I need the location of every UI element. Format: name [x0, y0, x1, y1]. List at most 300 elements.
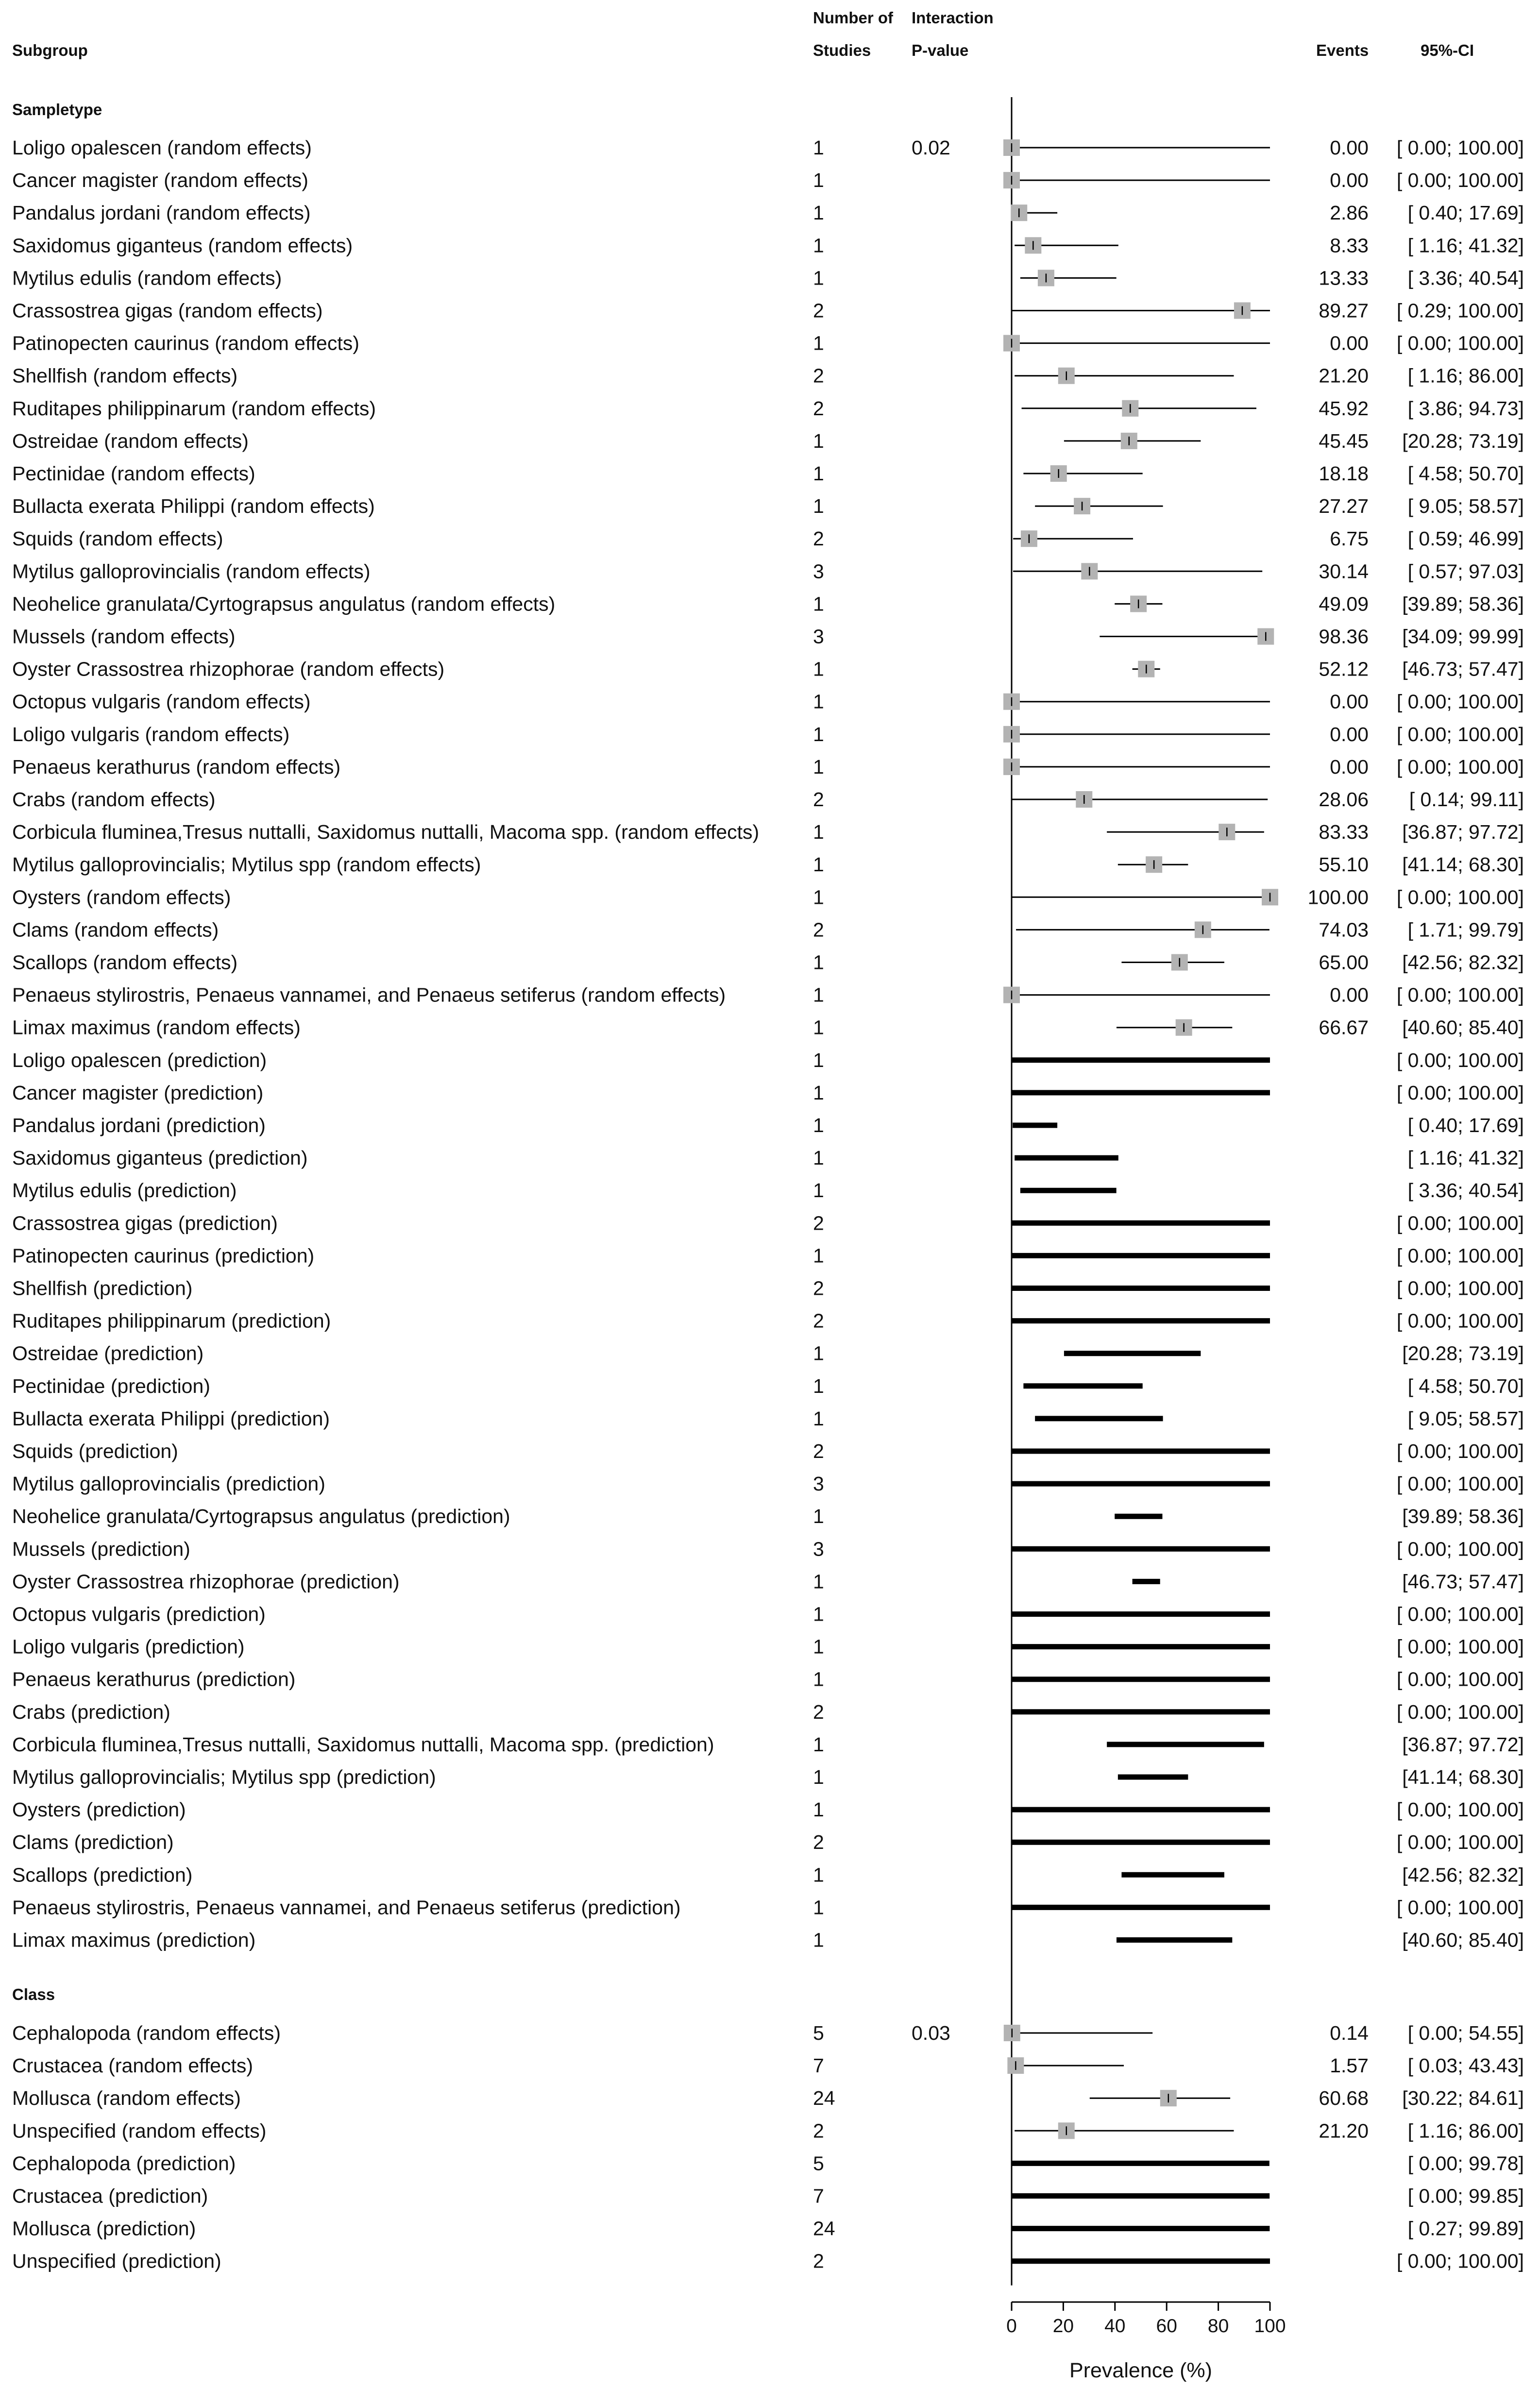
n-studies: 24 [813, 2217, 835, 2240]
n-studies: 1 [813, 202, 824, 224]
ci-text: [ 0.00; 100.00] [1396, 1212, 1524, 1235]
table-row [12, 1082, 1524, 1104]
events-value: 0.00 [1330, 169, 1369, 192]
table-row [12, 658, 1524, 680]
table-row [12, 1863, 1524, 1886]
subgroup-label: Crustacea (random effects) [12, 2054, 254, 2077]
ci-text: [ 0.00; 100.00] [1396, 1603, 1524, 1626]
subgroup-label: Ruditapes philippinarum (prediction) [12, 1309, 331, 1332]
ci-text: [46.73; 57.47] [1402, 1570, 1524, 1593]
n-studies: 2 [813, 1700, 824, 1723]
subgroup-label: Ruditapes philippinarum (random effects) [12, 397, 376, 420]
ci-text: [20.28; 73.19] [1402, 429, 1524, 452]
subgroup-label: Crassostrea gigas (prediction) [12, 1212, 278, 1235]
ci-text: [36.87; 97.72] [1402, 821, 1524, 844]
events-value: 21.20 [1319, 364, 1369, 387]
x-axis [1006, 2302, 1286, 2382]
n-studies: 2 [813, 364, 824, 387]
ci-text: [ 0.00; 100.00] [1396, 169, 1524, 192]
ci-text: [ 0.27; 99.89] [1407, 2217, 1524, 2240]
subgroup-label: Loligo vulgaris (random effects) [12, 723, 290, 745]
subgroup-label: Scallops (prediction) [12, 1863, 193, 1886]
subgroup-label: Unspecified (prediction) [12, 2250, 221, 2272]
n-studies: 2 [813, 1212, 824, 1235]
n-studies: 1 [813, 1570, 824, 1593]
ci-text: [ 3.86; 94.73] [1407, 397, 1524, 420]
n-studies: 1 [813, 951, 824, 974]
subgroup-label: Ostreidae (random effects) [12, 429, 249, 452]
table-row [12, 821, 1524, 843]
table-row [12, 430, 1524, 452]
n-studies: 1 [813, 1342, 824, 1365]
x-tick-label: 100 [1254, 2316, 1286, 2337]
n-studies: 1 [813, 983, 824, 1006]
table-row [12, 136, 1524, 159]
ci-text: [20.28; 73.19] [1402, 1342, 1524, 1365]
plot-body [12, 97, 1524, 2286]
ci-text: [ 0.40; 17.69] [1407, 202, 1524, 224]
n-studies: 1 [813, 136, 824, 159]
table-row [12, 788, 1524, 811]
n-studies: 1 [813, 1147, 824, 1169]
subgroup-label: Oysters (random effects) [12, 886, 231, 909]
table-row [12, 1440, 1524, 1462]
table-row [12, 560, 1524, 582]
table-row [12, 2185, 1524, 2207]
interaction-p-value: 0.03 [912, 2022, 950, 2044]
ci-text: [ 0.00; 100.00] [1396, 1309, 1524, 1332]
table-row [12, 2087, 1524, 2109]
ci-text: [ 0.59; 46.99] [1407, 527, 1524, 550]
x-tick-label: 80 [1207, 2316, 1229, 2337]
n-studies: 1 [813, 1407, 824, 1430]
ci-text: [ 0.00; 100.00] [1396, 136, 1524, 159]
n-studies: 1 [813, 690, 824, 713]
subgroup-label: Patinopecten caurinus (random effects) [12, 332, 359, 355]
table-row [12, 527, 1524, 550]
ci-text: [ 0.57; 97.03] [1407, 560, 1524, 583]
events-value: 6.75 [1330, 527, 1369, 550]
n-studies: 1 [813, 755, 824, 778]
section-class [12, 1985, 1524, 2272]
table-row [12, 1049, 1524, 1071]
events-value: 52.12 [1319, 658, 1369, 680]
events-value: 0.00 [1330, 690, 1369, 713]
subgroup-label: Pectinidae (prediction) [12, 1374, 210, 1397]
subgroup-label: Penaeus stylirostris, Penaeus vannamei, and Penaeus setiferus (random effects) [12, 983, 726, 1006]
ci-text: [ 1.16; 41.32] [1407, 1147, 1524, 1169]
subgroup-label: Mytilus galloprovincialis (random effects) [12, 560, 371, 583]
subgroup-label: Clams (random effects) [12, 918, 219, 941]
subgroup-label: Pandalus jordani (random effects) [12, 202, 311, 224]
n-studies: 7 [813, 2054, 824, 2077]
subgroup-label: Cancer magister (random effects) [12, 169, 308, 192]
table-row [12, 1147, 1524, 1169]
ci-text: [ 0.00; 100.00] [1396, 1244, 1524, 1267]
events-value: 83.33 [1319, 821, 1369, 844]
ci-text: [ 0.00; 100.00] [1396, 1668, 1524, 1691]
table-row [12, 626, 1524, 648]
events-value: 89.27 [1319, 299, 1369, 322]
events-value: 18.18 [1319, 462, 1369, 485]
events-value: 13.33 [1319, 267, 1369, 289]
subgroup-label: Pectinidae (random effects) [12, 462, 255, 485]
events-value: 0.00 [1330, 755, 1369, 778]
subgroup-label: Squids (prediction) [12, 1440, 178, 1462]
ci-text: [ 4.58; 50.70] [1407, 462, 1524, 485]
table-row [12, 2250, 1524, 2272]
n-studies: 1 [813, 1603, 824, 1626]
subgroup-label: Oyster Crassostrea rhizophorae (random effects) [12, 658, 445, 680]
n-studies: 5 [813, 2022, 824, 2044]
n-studies: 1 [813, 495, 824, 518]
events-value: 0.00 [1330, 983, 1369, 1006]
n-studies: 1 [813, 1049, 824, 1071]
subgroup-label: Neohelice granulata/Cyrtograpsus angulatus (prediction) [12, 1505, 510, 1528]
subgroup-label: Shellfish (random effects) [12, 364, 238, 387]
table-row [12, 365, 1524, 387]
table-row [12, 1407, 1524, 1430]
table-row [12, 1896, 1524, 1918]
column-headers [12, 9, 1474, 59]
table-row [12, 2022, 1524, 2044]
table-row [12, 1733, 1524, 1756]
events-value: 100.00 [1307, 886, 1369, 909]
subgroup-label: Shellfish (prediction) [12, 1277, 193, 1300]
subgroup-label: Saxidomus giganteus (prediction) [12, 1147, 308, 1169]
ci-text: [ 0.00; 100.00] [1396, 1440, 1524, 1462]
x-tick-label: 60 [1156, 2316, 1177, 2337]
table-row [12, 2218, 1524, 2240]
header-events: Events [1316, 41, 1369, 59]
subgroup-label: Squids (random effects) [12, 527, 223, 550]
table-row [12, 984, 1524, 1006]
table-row [12, 1603, 1524, 1626]
table-row [12, 2152, 1524, 2174]
subgroup-label: Clams (prediction) [12, 1831, 174, 1854]
table-row [12, 593, 1524, 615]
events-value: 60.68 [1319, 2087, 1369, 2110]
section-title: Sampletype [12, 101, 102, 119]
events-value: 0.14 [1330, 2022, 1369, 2044]
n-studies: 1 [813, 593, 824, 615]
n-studies: 2 [813, 788, 824, 811]
x-tick-label: 20 [1052, 2316, 1074, 2337]
table-row [12, 1570, 1524, 1592]
events-value: 1.57 [1330, 2054, 1369, 2077]
subgroup-label: Saxidomus giganteus (random effects) [12, 234, 353, 257]
subgroup-label: Mytilus galloprovincialis (prediction) [12, 1473, 325, 1495]
n-studies: 2 [813, 918, 824, 941]
n-studies: 1 [813, 821, 824, 844]
ci-text: [40.60; 85.40] [1402, 1929, 1524, 1951]
table-row [12, 1701, 1524, 1723]
n-studies: 1 [813, 1374, 824, 1397]
table-row [12, 1505, 1524, 1527]
events-value: 66.67 [1319, 1016, 1369, 1039]
table-row [12, 1375, 1524, 1397]
table-row [12, 853, 1524, 876]
header-95ci: 95%-CI [1421, 41, 1474, 59]
ci-text: [ 0.00; 100.00] [1396, 1831, 1524, 1854]
table-row [12, 462, 1524, 485]
n-studies: 1 [813, 886, 824, 909]
n-studies: 2 [813, 1831, 824, 1854]
ci-text: [ 0.00; 100.00] [1396, 1473, 1524, 1495]
table-row [12, 1310, 1524, 1332]
subgroup-label: Mollusca (prediction) [12, 2217, 196, 2240]
ci-text: [ 0.00; 100.00] [1396, 886, 1524, 909]
table-row [12, 169, 1524, 191]
ci-text: [ 0.00; 54.55] [1407, 2022, 1524, 2044]
ci-text: [ 4.58; 50.70] [1407, 1374, 1524, 1397]
ci-text: [ 0.00; 100.00] [1396, 1798, 1524, 1821]
n-studies: 1 [813, 723, 824, 745]
table-row [12, 1244, 1524, 1267]
subgroup-label: Limax maximus (prediction) [12, 1929, 256, 1951]
ci-text: [41.14; 68.30] [1402, 1766, 1524, 1788]
table-row [12, 723, 1524, 745]
events-value: 55.10 [1319, 853, 1369, 876]
subgroup-label: Oysters (prediction) [12, 1798, 186, 1821]
subgroup-label: Corbicula fluminea,Tresus nuttalli, Saxidomus nuttalli, Macoma spp. (prediction) [12, 1733, 714, 1756]
x-axis-label: Prevalence (%) [1069, 2359, 1212, 2382]
ci-text: [36.87; 97.72] [1402, 1733, 1524, 1756]
section-title: Class [12, 1985, 55, 2003]
ci-text: [46.73; 57.47] [1402, 658, 1524, 680]
table-row [12, 1668, 1524, 1691]
table-row [12, 1277, 1524, 1300]
events-value: 65.00 [1319, 951, 1369, 974]
subgroup-label: Mytilus edulis (prediction) [12, 1179, 237, 1202]
table-row [12, 332, 1524, 355]
subgroup-label: Patinopecten caurinus (prediction) [12, 1244, 315, 1267]
n-studies: 1 [813, 169, 824, 192]
subgroup-label: Mytilus galloprovincialis; Mytilus spp (prediction) [12, 1766, 436, 1788]
table-row [12, 1538, 1524, 1560]
subgroup-label: Octopus vulgaris (prediction) [12, 1603, 266, 1626]
table-row [12, 918, 1524, 941]
ci-text: [ 0.00; 100.00] [1396, 755, 1524, 778]
n-studies: 2 [813, 2119, 824, 2142]
n-studies: 1 [813, 234, 824, 257]
subgroup-label: Mussels (prediction) [12, 1538, 190, 1560]
subgroup-label: Corbicula fluminea,Tresus nuttalli, Saxidomus nuttalli, Macoma spp. (random effects) [12, 821, 760, 844]
events-value: 28.06 [1319, 788, 1369, 811]
table-row [12, 1636, 1524, 1658]
interaction-p-value: 0.02 [912, 136, 950, 159]
ci-text: [39.89; 58.36] [1402, 593, 1524, 615]
ci-text: [ 0.00; 100.00] [1396, 2250, 1524, 2272]
ci-text: [ 0.03; 43.43] [1407, 2054, 1524, 2077]
table-row [12, 1929, 1524, 1951]
table-row [12, 495, 1524, 517]
header-number-of: Number of [813, 9, 893, 27]
events-value: 74.03 [1319, 918, 1369, 941]
n-studies: 7 [813, 2185, 824, 2207]
table-row [12, 397, 1524, 420]
events-value: 49.09 [1319, 593, 1369, 615]
n-studies: 1 [813, 1016, 824, 1039]
n-studies: 1 [813, 1863, 824, 1886]
subgroup-label: Cephalopoda (random effects) [12, 2022, 281, 2044]
ci-text: [41.14; 68.30] [1402, 853, 1524, 876]
subgroup-label: Neohelice granulata/Cyrtograpsus angulatus (random effects) [12, 593, 556, 615]
table-row [12, 2119, 1524, 2142]
n-studies: 2 [813, 397, 824, 420]
ci-text: [40.60; 85.40] [1402, 1016, 1524, 1039]
subgroup-label: Scallops (random effects) [12, 951, 238, 974]
subgroup-label: Loligo opalescen (random effects) [12, 136, 312, 159]
subgroup-label: Penaeus stylirostris, Penaeus vannamei, and Penaeus setiferus (prediction) [12, 1896, 681, 1919]
n-studies: 1 [813, 1896, 824, 1919]
n-studies: 1 [813, 1766, 824, 1788]
n-studies: 1 [813, 1635, 824, 1658]
n-studies: 24 [813, 2087, 835, 2110]
subgroup-label: Mytilus galloprovincialis; Mytilus spp (random effects) [12, 853, 481, 876]
subgroup-label: Crustacea (prediction) [12, 2185, 208, 2207]
n-studies: 1 [813, 1179, 824, 1202]
n-studies: 1 [813, 1505, 824, 1528]
ci-text: [ 0.00; 100.00] [1396, 1277, 1524, 1300]
subgroup-label: Crabs (prediction) [12, 1700, 170, 1723]
subgroup-label: Loligo opalescen (prediction) [12, 1049, 267, 1071]
n-studies: 1 [813, 267, 824, 289]
events-value: 45.92 [1319, 397, 1369, 420]
n-studies: 3 [813, 560, 824, 583]
subgroup-label: Mollusca (random effects) [12, 2087, 241, 2110]
n-studies: 1 [813, 1668, 824, 1691]
table-row [12, 1342, 1524, 1365]
n-studies: 2 [813, 1440, 824, 1462]
ci-text: [ 3.36; 40.54] [1407, 1179, 1524, 1202]
n-studies: 1 [813, 853, 824, 876]
header-interaction: Interaction [912, 9, 994, 27]
ci-text: [ 0.00; 100.00] [1396, 1896, 1524, 1919]
events-value: 8.33 [1330, 234, 1369, 257]
n-studies: 1 [813, 658, 824, 680]
ci-text: [ 0.00; 100.00] [1396, 1049, 1524, 1071]
n-studies: 3 [813, 1473, 824, 1495]
ci-text: [ 0.14; 99.11] [1409, 788, 1524, 811]
n-studies: 1 [813, 429, 824, 452]
events-value: 21.20 [1319, 2119, 1369, 2142]
ci-text: [ 0.00; 100.00] [1396, 983, 1524, 1006]
ci-text: [ 0.00; 100.00] [1396, 1700, 1524, 1723]
events-value: 45.45 [1319, 429, 1369, 452]
n-studies: 1 [813, 1798, 824, 1821]
ci-text: [ 0.00; 99.78] [1407, 2152, 1524, 2175]
n-studies: 2 [813, 2250, 824, 2272]
table-row [12, 951, 1524, 974]
ci-text: [34.09; 99.99] [1402, 625, 1524, 648]
ci-text: [ 0.00; 100.00] [1396, 723, 1524, 745]
ci-text: [ 9.05; 58.57] [1407, 1407, 1524, 1430]
n-studies: 3 [813, 1538, 824, 1560]
table-row [12, 1831, 1524, 1853]
header-p-value: P-value [912, 41, 969, 59]
table-row [12, 267, 1524, 289]
n-studies: 1 [813, 1733, 824, 1756]
subgroup-label: Mussels (random effects) [12, 625, 236, 648]
subgroup-label: Penaeus kerathurus (prediction) [12, 1668, 296, 1691]
ci-text: [ 0.00; 100.00] [1396, 1081, 1524, 1104]
subgroup-label: Oyster Crassostrea rhizophorae (prediction) [12, 1570, 400, 1593]
table-row [12, 2054, 1524, 2077]
table-row [12, 1473, 1524, 1495]
events-value: 30.14 [1319, 560, 1369, 583]
x-tick-label: 40 [1104, 2316, 1126, 2337]
subgroup-label: Pandalus jordani (prediction) [12, 1114, 266, 1136]
events-value: 0.00 [1330, 332, 1369, 355]
table-row [12, 234, 1524, 256]
subgroup-label: Octopus vulgaris (random effects) [12, 690, 311, 713]
n-studies: 1 [813, 462, 824, 485]
n-studies: 3 [813, 625, 824, 648]
table-row [12, 1766, 1524, 1788]
ci-text: [ 0.00; 99.85] [1407, 2185, 1524, 2207]
table-row [12, 886, 1524, 908]
ci-text: [ 0.00; 100.00] [1396, 690, 1524, 713]
subgroup-label: Cephalopoda (prediction) [12, 2152, 236, 2175]
events-value: 0.00 [1330, 723, 1369, 745]
table-row [12, 691, 1524, 713]
ci-text: [ 0.29; 100.00] [1396, 299, 1524, 322]
n-studies: 2 [813, 1309, 824, 1332]
n-studies: 1 [813, 1081, 824, 1104]
table-row [12, 1212, 1524, 1234]
table-row [12, 1016, 1524, 1039]
subgroup-label: Bullacta exerata Philippi (random effects) [12, 495, 375, 518]
ci-text: [ 0.00; 100.00] [1396, 1635, 1524, 1658]
table-row [12, 300, 1524, 322]
subgroup-label: Loligo vulgaris (prediction) [12, 1635, 245, 1658]
n-studies: 2 [813, 1277, 824, 1300]
subgroup-label: Cancer magister (prediction) [12, 1081, 264, 1104]
ci-text: [ 0.40; 17.69] [1407, 1114, 1524, 1136]
header-subgroup: Subgroup [12, 41, 88, 59]
table-row [12, 1798, 1524, 1821]
ci-text: [ 3.36; 40.54] [1407, 267, 1524, 289]
section-sampletype [12, 101, 1524, 1951]
table-row [12, 202, 1524, 224]
n-studies: 2 [813, 299, 824, 322]
table-row [12, 756, 1524, 778]
events-value: 0.00 [1330, 136, 1369, 159]
ci-text: [42.56; 82.32] [1402, 951, 1524, 974]
ci-text: [ 1.16; 86.00] [1407, 364, 1524, 387]
x-tick-label: 0 [1006, 2316, 1017, 2337]
ci-text: [39.89; 58.36] [1402, 1505, 1524, 1528]
ci-text: [ 0.00; 100.00] [1396, 1538, 1524, 1560]
subgroup-label: Crabs (random effects) [12, 788, 216, 811]
subgroup-label: Bullacta exerata Philippi (prediction) [12, 1407, 330, 1430]
events-value: 98.36 [1319, 625, 1369, 648]
ci-text: [42.56; 82.32] [1402, 1863, 1524, 1886]
subgroup-label: Ostreidae (prediction) [12, 1342, 204, 1365]
n-studies: 1 [813, 1244, 824, 1267]
subgroup-label: Crassostrea gigas (random effects) [12, 299, 323, 322]
ci-text: [ 9.05; 58.57] [1407, 495, 1524, 518]
ci-text: [ 0.00; 100.00] [1396, 332, 1524, 355]
n-studies: 5 [813, 2152, 824, 2175]
ci-text: [30.22; 84.61] [1402, 2087, 1524, 2110]
subgroup-label: Mytilus edulis (random effects) [12, 267, 282, 289]
n-studies: 2 [813, 527, 824, 550]
ci-text: [ 1.16; 41.32] [1407, 234, 1524, 257]
ci-text: [ 1.16; 86.00] [1407, 2119, 1524, 2142]
n-studies: 1 [813, 1114, 824, 1136]
